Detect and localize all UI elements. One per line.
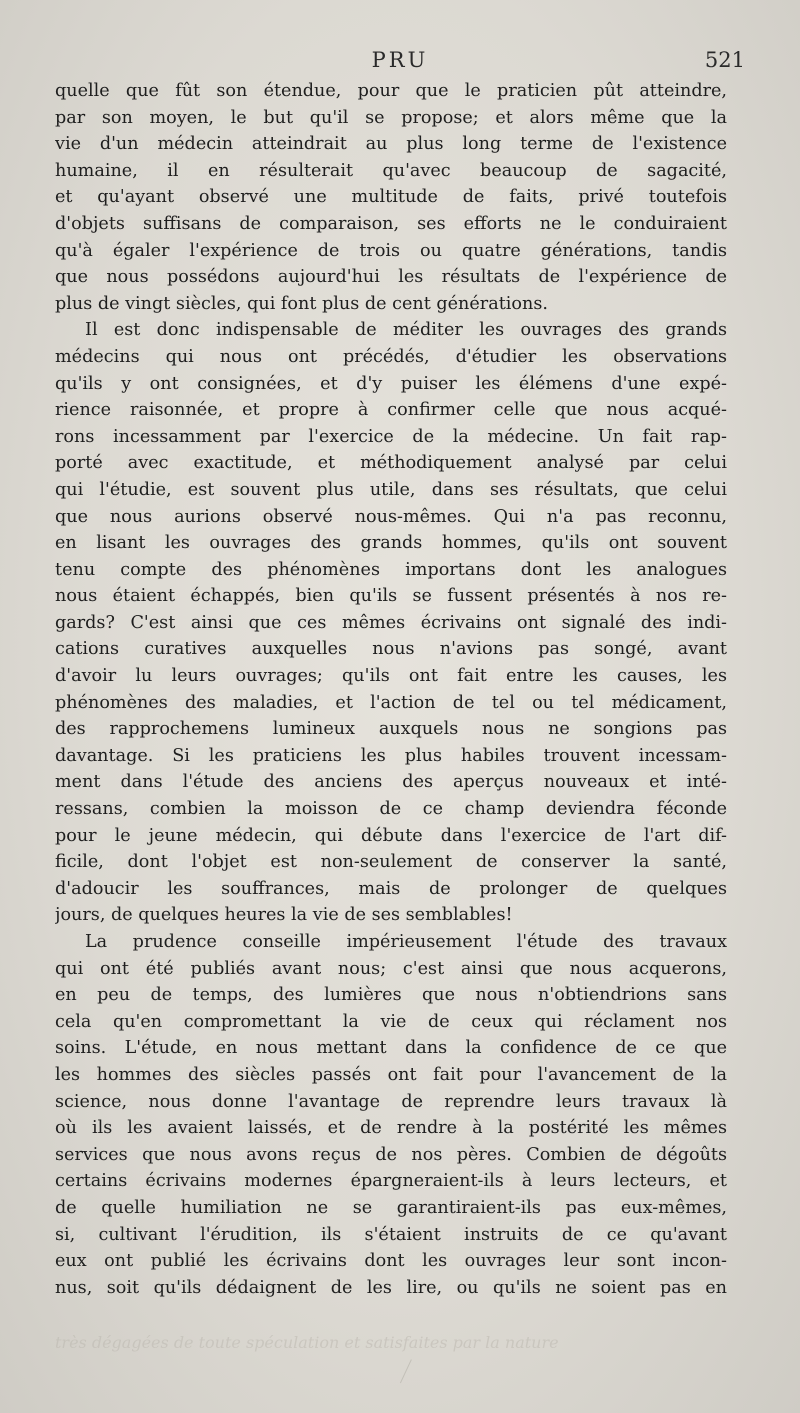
text-line: que nous aurions observé nous-mêmes. Qui n'a pas reconnu, xyxy=(55,506,727,527)
page-number: 521 xyxy=(704,48,745,72)
text-line: phénomènes des maladies, et l'action de tel ou tel médicament, xyxy=(55,692,727,713)
text-line: cations curatives auxquelles nous n'avions pas songé, avant xyxy=(55,639,727,660)
text-line: d'adoucir les souffrances, mais de prolonger de quelques xyxy=(55,878,727,899)
text-line: vie d'un médecin atteindrait au plus long terme de l'existence xyxy=(55,134,727,155)
text-line: science, nous donne l'avantage de reprendre leurs travaux là xyxy=(55,1091,727,1112)
text-line: qu'ils y ont consignées, et d'y puiser les élémens d'une expé- xyxy=(55,373,727,394)
text-line: médecins qui nous ont précédés, d'étudier les observations xyxy=(55,346,727,367)
text-line: les hommes des siècles passés ont fait pour l'avancement de la xyxy=(55,1064,727,1085)
text-line: de quelle humiliation ne se garantiraient-ils pas eux-mêmes, xyxy=(55,1197,727,1218)
bleed-through-text: très dégagées de toute spéculation et satisfaites par la nature xyxy=(55,1333,559,1352)
text-line: où ils les avaient laissés, et de rendre à la postérité les mêmes xyxy=(55,1118,727,1139)
text-line: davantage. Si les praticiens les plus habiles trouvent incessam- xyxy=(55,745,727,766)
text-line: et qu'ayant observé une multitude de faits, privé toutefois xyxy=(55,187,727,208)
text-line: nous étaient échappés, bien qu'ils se fussent présentés à nos re- xyxy=(55,586,727,607)
text-line: ment dans l'étude des anciens des aperçus nouveaux et inté- xyxy=(55,772,727,793)
text-line: par son moyen, le but qu'il se propose; et alors même que la xyxy=(55,107,727,128)
body-text xyxy=(55,78,727,1301)
text-line: humaine, il en résulterait qu'avec beaucoup de sagacité, xyxy=(55,160,727,181)
running-head: PRU xyxy=(371,48,429,72)
text-line: gards? C'est ainsi que ces mêmes écrivains ont signalé des indi- xyxy=(55,612,727,633)
text-line: en peu de temps, des lumières que nous n'obtiendrions sans xyxy=(55,985,727,1006)
text-line: ficile, dont l'objet est non-seulement de conserver la santé, xyxy=(55,852,727,873)
text-line: nus, soit qu'ils dédaignent de les lire, ou qu'ils ne soient pas en xyxy=(55,1277,727,1298)
page-header xyxy=(55,44,745,78)
text-line: plus de vingt siècles, qui font plus de cent générations. xyxy=(55,293,548,314)
text-line: que nous possédons aujourd'hui les résultats de l'expérience de xyxy=(55,267,727,288)
text-line: qu'à égaler l'expérience de trois ou quatre générations, tandis xyxy=(55,240,727,261)
paragraph-start: Il est donc indispensable de méditer les ouvrages des grands xyxy=(85,320,727,341)
text-line: qui l'étudie, est souvent plus utile, dans ses résultats, que celui xyxy=(55,479,727,500)
text-line: jours, de quelques heures la vie de ses semblables! xyxy=(55,905,513,926)
text-line: pour le jeune médecin, qui débute dans l'exercice de l'art dif- xyxy=(55,825,727,846)
text-line: rience raisonnée, et propre à confirmer celle que nous acqué- xyxy=(55,400,727,421)
text-line: cela qu'en compromettant la vie de ceux qui réclament nos xyxy=(55,1011,727,1032)
paper-mark xyxy=(400,1359,419,1386)
text-line: tenu compte des phénomènes importans dont les analogues xyxy=(55,559,727,580)
paragraph-start: La prudence conseille impérieusement l'étude des travaux xyxy=(85,932,727,952)
text-line: certains écrivains modernes épargneraient-ils à leurs lecteurs, et xyxy=(55,1171,727,1192)
text-line: d'objets suffisans de comparaison, ses efforts ne le conduiraient xyxy=(55,213,727,234)
text-line: ressans, combien la moisson de ce champ deviendra féconde xyxy=(55,799,727,820)
text-line: soins. L'étude, en nous mettant dans la confidence de ce que xyxy=(55,1038,727,1059)
text-line: porté avec exactitude, et méthodiquement analysé par celui xyxy=(55,453,727,474)
text-line: eux ont publié les écrivains dont les ouvrages leur sont incon- xyxy=(55,1251,727,1272)
text-line: rons incessamment par l'exercice de la médecine. Un fait rap- xyxy=(55,426,727,447)
text-line: quelle que fût son étendue, pour que le praticien pût atteindre, xyxy=(55,81,727,101)
text-line: si, cultivant l'érudition, ils s'étaient instruits de ce qu'avant xyxy=(55,1224,727,1245)
text-line: qui ont été publiés avant nous; c'est ainsi que nous acquerons, xyxy=(55,958,727,979)
text-line: d'avoir lu leurs ouvrages; qu'ils ont fait entre les causes, les xyxy=(55,666,727,687)
text-line: en lisant les ouvrages des grands hommes, qu'ils ont souvent xyxy=(55,533,727,554)
text-line: des rapprochemens lumineux auxquels nous ne songions pas xyxy=(55,719,727,740)
text-line: services que nous avons reçus de nos pères. Combien de dégoûts xyxy=(55,1144,727,1165)
